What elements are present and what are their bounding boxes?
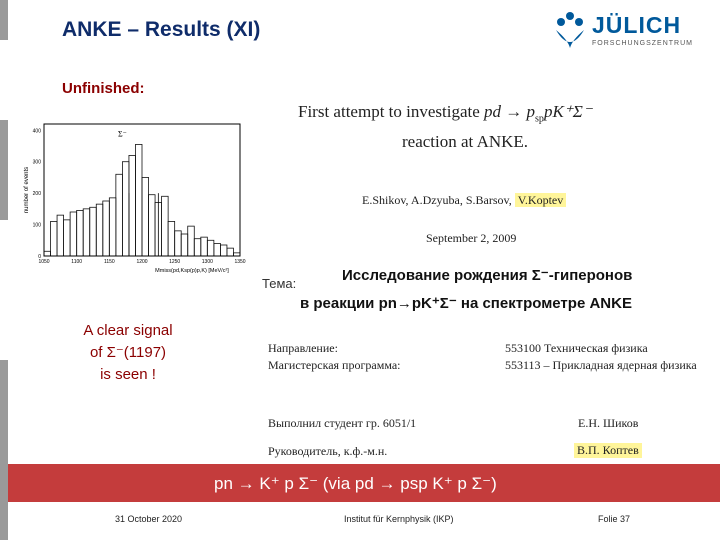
row-value-direction: 553100 Техническая физика <box>505 341 648 355</box>
doc-title-prefix: First attempt to investigate <box>298 102 485 121</box>
row-label-student: Выполнил студент гр. 6051/1 <box>268 416 417 430</box>
signal-annotation <box>58 320 198 386</box>
sigma-peak-label: Σ⁻ <box>117 129 127 139</box>
missing-mass-histogram <box>22 118 246 276</box>
doc-title-suffix: pK⁺Σ⁻ <box>543 102 592 121</box>
row-label-direction: Направление: <box>268 341 338 355</box>
left-accent-bar-bottom <box>0 360 8 540</box>
slide-title: ANKE – Results (XI) <box>62 18 261 41</box>
doc-authors-list: E.Shikov, A.Dzyuba, S.Barsov, <box>362 193 512 207</box>
x-tick-label: 1050 <box>38 259 50 265</box>
juelich-logo-icon <box>552 10 588 50</box>
doc-title-reaction: pd → p <box>484 102 536 121</box>
reaction-banner-text: pn → K⁺ p Σ⁻ (via pd → psp K⁺ p Σ⁻) <box>214 474 497 493</box>
section-label: Unfinished: <box>62 80 145 97</box>
y-tick-label: 400 <box>32 128 41 135</box>
x-tick-label: 1300 <box>201 259 213 265</box>
y-tick-label: 100 <box>32 222 41 229</box>
logo-wordmark: JÜLICH <box>592 12 682 38</box>
doc-title-line2: reaction at ANKE. <box>402 132 529 151</box>
x-tick-label: 1250 <box>169 259 181 265</box>
footer-slide-number: Folie 37 <box>598 514 631 524</box>
signal-annotation-line2: of Σ⁻(1197) <box>89 344 167 361</box>
row-value-program: 553113 – Прикладная ядерная физика <box>505 358 697 372</box>
y-tick-label: 200 <box>32 191 41 198</box>
y-tick-label: 0 <box>38 254 41 260</box>
doc-highlighted-author: V.Koptev <box>515 193 566 207</box>
x-tick-label: 1150 <box>103 259 115 265</box>
doc-date: September 2, 2009 <box>426 231 517 245</box>
y-axis-label: number of events <box>24 166 30 214</box>
x-tick-label: 1200 <box>136 259 148 265</box>
ru-title-line1: Исследование рождения Σ⁻-гиперонов <box>342 267 633 284</box>
footer-institute: Institut für Kernphysik (IKP) <box>344 514 454 524</box>
footer-date: 31 October 2020 <box>115 514 183 524</box>
ru-title-line2: в реакции pn→pK⁺Σ⁻ на спектрометре ANKE <box>300 295 632 312</box>
doc-authors <box>362 193 566 208</box>
y-tick-label: 300 <box>32 159 41 166</box>
row-label-program: Магистерская программа: <box>268 358 401 372</box>
tema-label: Тема: <box>262 276 297 291</box>
x-tick-label: 1350 <box>234 259 246 265</box>
logo-subtitle: FORSCHUNGSZENTRUM <box>592 40 693 47</box>
row-value-supervisor: В.П. Коптев <box>574 443 642 458</box>
row-value-student: Е.Н. Шиков <box>578 416 639 430</box>
doc-title-line1 <box>298 102 592 124</box>
signal-annotation-line3: is seen ! <box>100 366 156 383</box>
row-label-supervisor: Руководитель, к.ф.-м.н. <box>268 444 388 458</box>
left-accent-bar-top <box>0 0 8 40</box>
x-axis-label: Mmiss(pd,Ksp(p)p,K) [MeV/c²] <box>155 268 229 274</box>
left-accent-bar-middle <box>0 120 8 220</box>
x-tick-label: 1100 <box>71 259 83 265</box>
signal-annotation-line1: A clear signal <box>83 322 173 339</box>
doc-title-sub: sp <box>535 113 544 125</box>
